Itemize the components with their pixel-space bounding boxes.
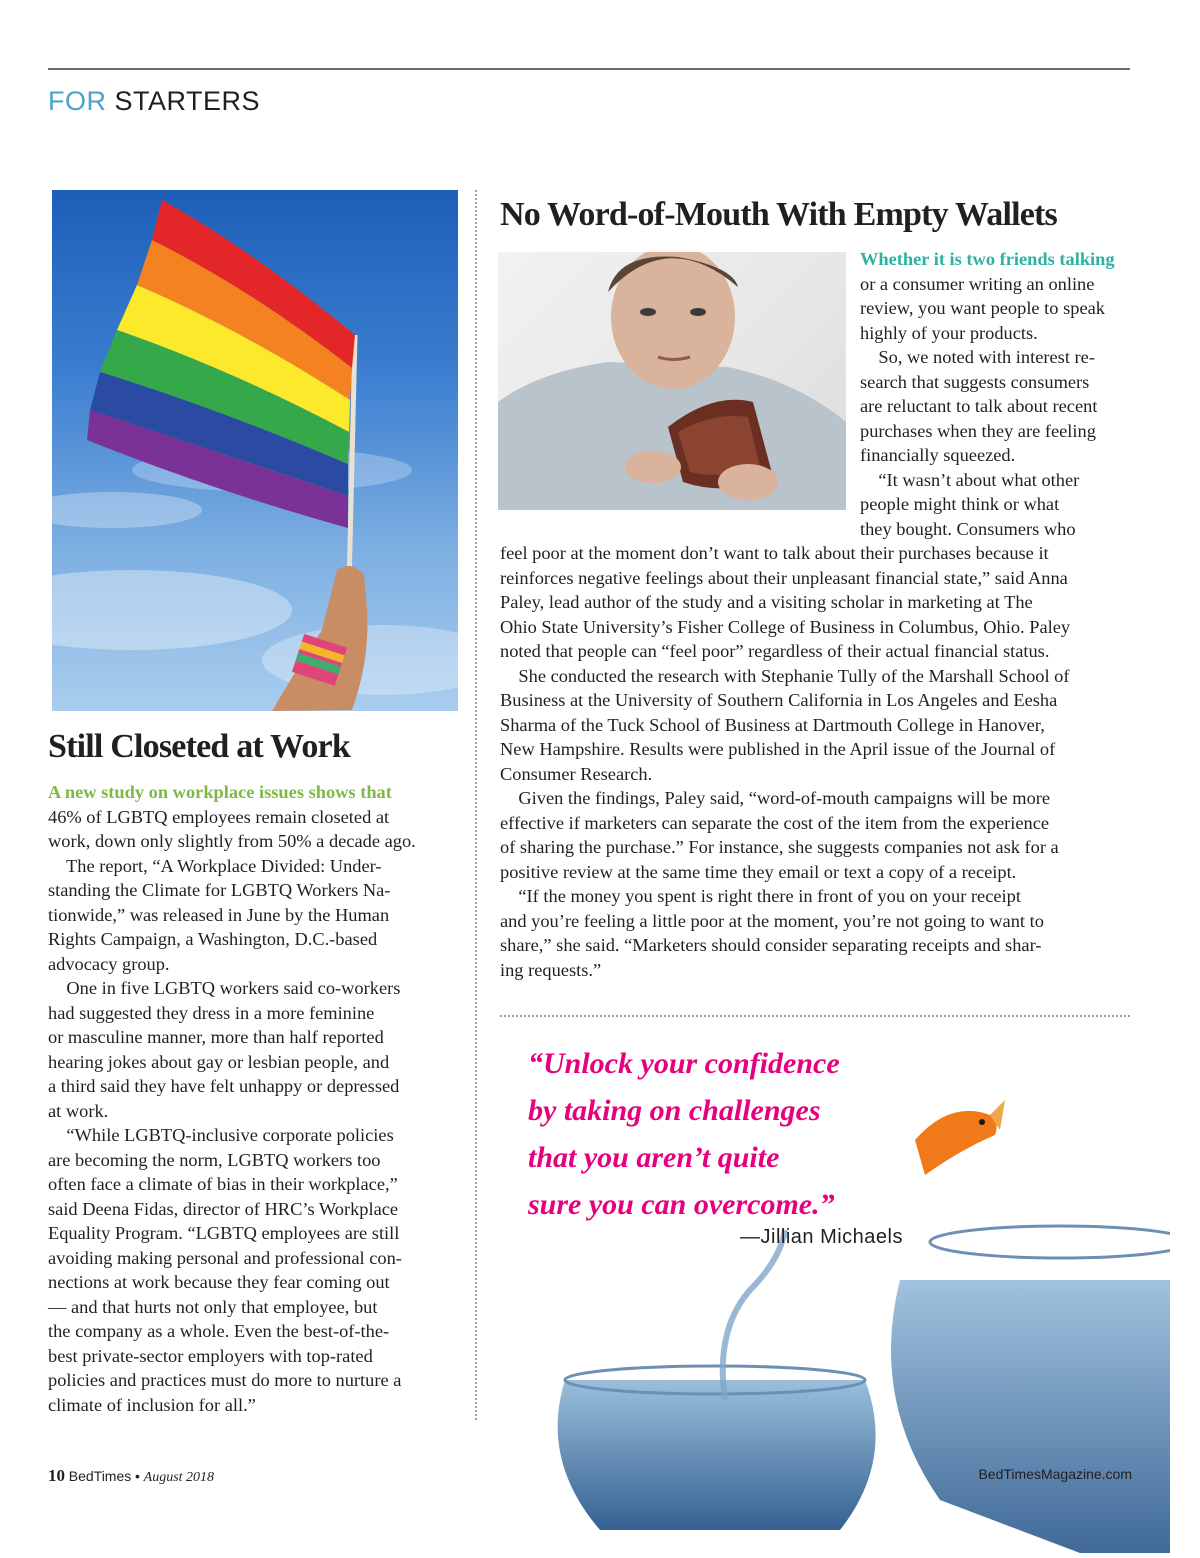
quote-divider (500, 1015, 1130, 1017)
body-line: purchases when they are feeling (860, 420, 1096, 441)
issue-date: August 2018 (143, 1470, 215, 1485)
body-line: Equality Program. “LGBTQ employees are still (48, 1223, 400, 1243)
left-article-lead: A new study on workplace issues shows that (48, 782, 392, 802)
body-line: Paley, lead author of the study and a visiting scholar in marketing at The (500, 592, 1033, 612)
body-line: work, down only slightly from 50% a decade ago. (48, 831, 416, 851)
body-line: often face a climate of bias in their workplace,” (48, 1174, 398, 1194)
body-line: they bought. Consumers who (860, 518, 1076, 539)
body-line: share,” she said. “Marketers should consider separating receipts and shar- (500, 935, 1042, 955)
column-divider (475, 190, 477, 1420)
body-line: highly of your products. (860, 322, 1038, 343)
body-line: climate of inclusion for all.” (48, 1394, 256, 1415)
body-line: Business at the University of Southern California in Los Angeles and Eesha (500, 690, 1058, 710)
body-line: reinforces negative feelings about their unpleasant financial state,” said Anna (500, 567, 1068, 588)
body-line: the company as a whole. Even the best-of-the- (48, 1321, 390, 1341)
section-label-for: FOR (48, 86, 107, 116)
rainbow-flag-photo (52, 190, 458, 711)
body-line: noted that people can “feel poor” regardless of their actual financial status. (500, 641, 1050, 661)
body-line: avoiding making personal and professional con- (48, 1247, 402, 1268)
body-line: policies and practices must do more to nurture a (48, 1370, 402, 1390)
body-line: had suggested they dress in a more feminine (48, 1002, 375, 1023)
section-label-starters: STARTERS (114, 86, 261, 116)
right-article-headline: No Word-of-Mouth With Empty Wallets (500, 196, 1057, 233)
body-line: feel poor at the moment don’t want to talk about their purchases because it (500, 543, 1049, 563)
body-line: Given the findings, Paley said, “word-of-mouth campaigns will be more (500, 788, 1051, 808)
body-line: people might think or what (860, 494, 1060, 514)
body-line: tionwide,” was released in June by the Human (48, 904, 390, 925)
body-line: Ohio State University’s Fisher College of Business in Columbus, Ohio. Paley (500, 616, 1071, 637)
quote-line: that you aren’t quite (528, 1141, 780, 1174)
body-line: The report, “A Workplace Divided: Under- (48, 855, 382, 876)
footer-website: BedTimesMagazine.com (978, 1466, 1132, 1482)
body-line: and you’re feeling a little poor at the moment, you’re not going to want to (500, 910, 1044, 931)
body-line: or masculine manner, more than half reported (48, 1027, 384, 1047)
body-line: search that suggests consumers (860, 371, 1090, 392)
body-line: at work. (48, 1100, 109, 1121)
page-number: 10 (48, 1466, 65, 1485)
footer-bullet: • (135, 1468, 140, 1484)
left-article-headline: Still Closeted at Work (48, 728, 350, 765)
body-line: So, we noted with interest re- (860, 347, 1095, 367)
footer-folio (48, 1466, 214, 1486)
quote-line: “Unlock your confidence (528, 1047, 840, 1080)
magazine-name: BedTimes (68, 1468, 132, 1484)
left-article-body (48, 780, 468, 1420)
body-line: Sharma of the Tuck School of Business at Dartmouth College in Hanover, (500, 714, 1045, 735)
body-line: New Hampshire. Results were published in the April issue of the Journal of (500, 739, 1056, 759)
body-line: said Deena Fidas, director of HRC’s Workplace (48, 1198, 399, 1219)
section-header (48, 86, 260, 117)
body-line: of sharing the purchase.” For instance, she suggests companies not ask for a (500, 837, 1059, 857)
body-line: She conducted the research with Stephanie Tully of the Marshall School of (500, 665, 1070, 686)
right-article-body (500, 247, 1132, 987)
body-line: ing requests.” (500, 959, 602, 980)
body-line: “It wasn’t about what other (860, 469, 1080, 490)
top-rule (48, 68, 1130, 70)
body-line: Rights Campaign, a Washington, D.C.-based (48, 929, 378, 949)
body-line: One in five LGBTQ workers said co-workers (48, 978, 401, 998)
pull-quote (528, 1040, 908, 1228)
body-line: best private-sector employers with top-rated (48, 1345, 373, 1366)
quote-attribution: —Jillian Michaels (740, 1226, 903, 1248)
body-line: 46% of LGBTQ employees remain closeted at (48, 806, 390, 827)
rainbow-flag-illustration (52, 190, 458, 711)
body-line: “While LGBTQ-inclusive corporate policies (48, 1125, 394, 1145)
body-line: a third said they have felt unhappy or depressed (48, 1076, 400, 1096)
body-line: are reluctant to talk about recent (860, 396, 1098, 416)
body-line: — and that hurts not only that employee, but (48, 1296, 378, 1317)
quote-line: by taking on challenges (528, 1094, 821, 1127)
body-line: Consumer Research. (500, 763, 653, 784)
right-article-lead: Whether it is two friends talking (860, 249, 1115, 269)
body-line: standing the Climate for LGBTQ Workers Na- (48, 880, 391, 900)
body-line: review, you want people to speak (860, 298, 1105, 318)
body-line: “If the money you spent is right there in front of you on your receipt (500, 886, 1021, 906)
body-line: are becoming the norm, LGBTQ workers too (48, 1149, 381, 1170)
body-line: financially squeezed. (860, 445, 1016, 465)
body-line: effective if marketers can separate the cost of the item from the experience (500, 812, 1050, 833)
body-line: or a consumer writing an online (860, 273, 1095, 294)
body-line: positive review at the same time they email or text a copy of a receipt. (500, 861, 1017, 882)
body-line: nections at work because they fear coming out (48, 1272, 390, 1292)
body-line: hearing jokes about gay or lesbian people, and (48, 1051, 390, 1072)
body-line: advocacy group. (48, 953, 170, 974)
quote-line: sure you can overcome.” (528, 1188, 835, 1221)
